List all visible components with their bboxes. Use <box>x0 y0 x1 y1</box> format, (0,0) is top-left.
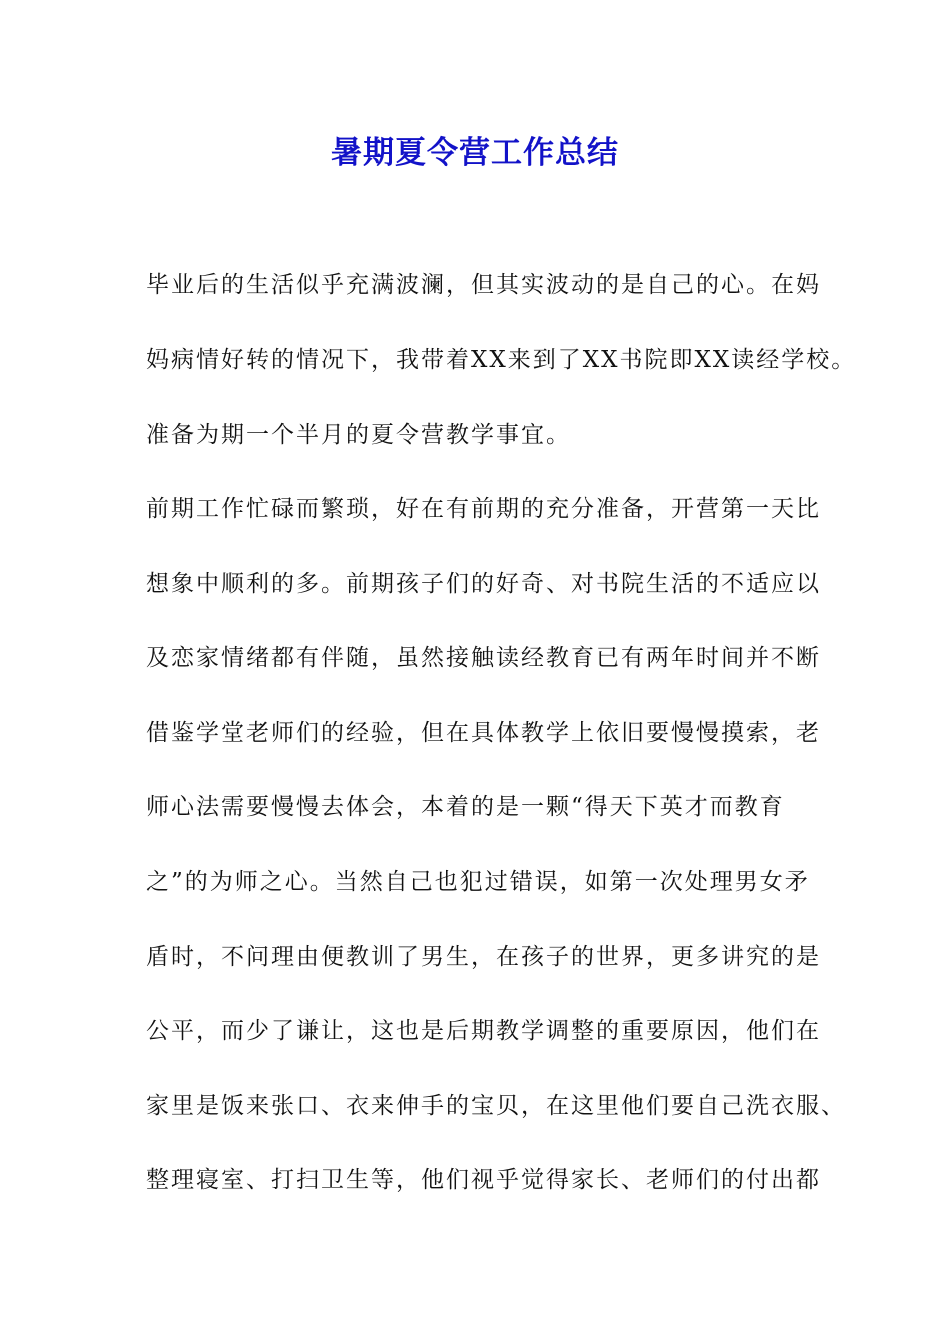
paragraph-line: 整理寝室、打扫卫生等，他们视乎觉得家长、老师们的付出都 <box>146 1167 821 1193</box>
paragraph-line: 前期工作忙碌而繁琐，好在有前期的充分准备，开营第一天比 <box>146 496 821 522</box>
document-title: 暑期夏令营工作总结 <box>331 135 619 171</box>
paragraph-line: 之”的为师之心。当然自己也犯过错误，如第一次处理男女矛 <box>146 869 810 895</box>
paragraph-line: 毕业后的生活似乎充满波澜，但其实波动的是自己的心。在妈 <box>146 272 821 298</box>
paragraph-line: 师心法需要慢慢去体会，本着的是一颗“得天下英才而教育 <box>146 794 785 820</box>
paragraph-line: 准备为期一个半月的夏令营教学事宜。 <box>146 422 571 448</box>
paragraph-line: 公平，而少了谦让，这也是后期教学调整的重要原因，他们在 <box>146 1018 821 1044</box>
paragraph-line: 想象中顺利的多。前期孩子们的好奇、对书院生活的不适应以 <box>146 571 821 597</box>
paragraph-line: 借鉴学堂老师们的经验，但在具体教学上依旧要慢慢摸索，老 <box>146 720 821 746</box>
paragraph-line: 妈病情好转的情况下，我带着XX来到了XX书院即XX读经学校。 <box>146 347 857 373</box>
paragraph-line: 家里是饭来张口、衣来伸手的宝贝，在这里他们要自己洗衣服、 <box>146 1093 846 1119</box>
paragraph-line: 及恋家情绪都有伴随，虽然接触读经教育已有两年时间并不断 <box>146 645 821 671</box>
paragraph-line: 盾时，不问理由便教训了男生，在孩子的世界，更多讲究的是 <box>146 944 821 970</box>
